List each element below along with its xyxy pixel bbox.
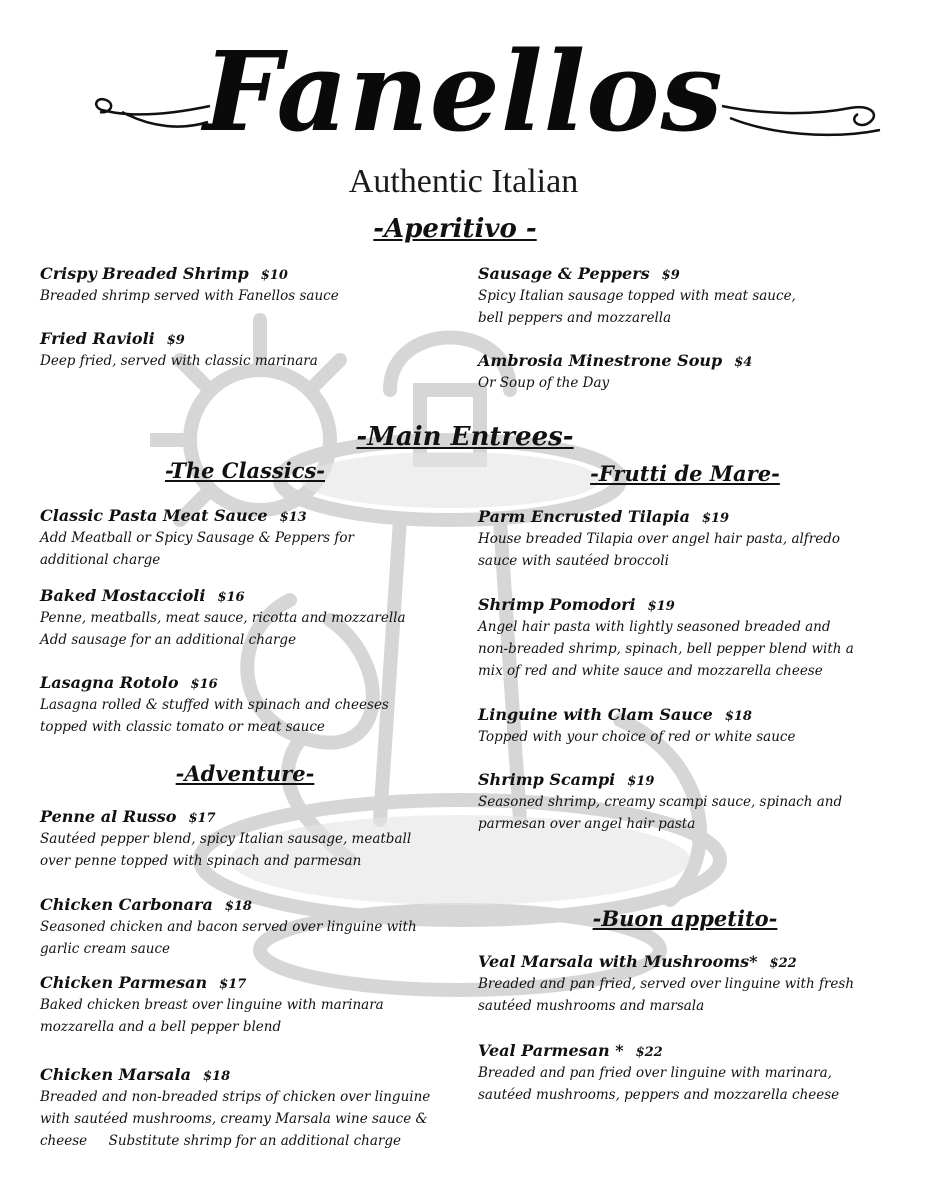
menu-item-title: [40, 505, 445, 527]
menu-item-name: Fried Ravioli: [40, 329, 155, 348]
menu-item-price: $17: [188, 811, 216, 826]
menu-item-title: [478, 506, 898, 528]
menu-item-description: Sautéed pepper blend, spicy Italian sausage, meatball: [40, 831, 412, 847]
menu-item-description: Breaded and pan fried, served over linguine with fresh: [478, 976, 855, 992]
menu-item-description: Angel hair pasta with lightly seasoned breaded and: [478, 619, 831, 635]
menu-item-title: [40, 894, 445, 916]
menu-item-price: $16: [190, 677, 218, 692]
section-heading-aperitivo: -Aperitivo -: [373, 214, 537, 244]
menu-item-title: [478, 769, 898, 791]
menu-item-name: Sausage & Peppers: [478, 264, 650, 283]
menu-item-name: Classic Pasta Meat Sauce: [40, 506, 268, 525]
menu-item-name: Veal Marsala with Mushrooms*: [478, 952, 758, 971]
menu-item-description: Deep fried, served with classic marinara: [40, 353, 318, 369]
menu-item-price: $9: [166, 333, 185, 348]
menu-item-aperitivo: [478, 350, 898, 394]
menu-item-description: Or Soup of the Day: [478, 375, 610, 391]
menu-item-description: sautéed mushrooms, peppers and mozzarella cheese: [478, 1087, 840, 1103]
menu-item-title: [40, 672, 445, 694]
menu-item-aperitivo: [478, 263, 898, 329]
menu-item-description: House breaded Tilapia over angel hair pasta, alfredo: [478, 531, 841, 547]
restaurant-logo: Fanellos: [203, 27, 724, 156]
menu-item-title: [40, 806, 445, 828]
menu-item-price: $19: [627, 774, 655, 789]
menu-item-price: $18: [224, 899, 252, 914]
menu-item-description: Lasagna rolled & stuffed with spinach and cheeses: [40, 697, 389, 713]
section-heading-frutti-de-mare: -Frutti de Mare-: [590, 461, 780, 486]
tagline: Authentic Italian: [348, 163, 579, 200]
menu-item-description: mozzarella and a bell pepper blend: [40, 1019, 282, 1035]
menu-item-title: [40, 328, 445, 350]
menu-item-name: Crispy Breaded Shrimp: [40, 264, 249, 283]
menu-item-description: Breaded and non-breaded strips of chicken over linguine: [40, 1089, 431, 1105]
menu-item-description: Breaded shrimp served with Fanellos sauce: [40, 288, 339, 304]
menu-item-description: Seasoned chicken and bacon served over linguine with: [40, 919, 417, 935]
menu-item-title: [478, 1040, 898, 1062]
menu-item-aperitivo: [40, 328, 445, 372]
menu-item-title: [40, 585, 445, 607]
menu-item-description: Add Meatball or Spicy Sausage & Peppers for: [40, 530, 354, 546]
menu-item-description: parmesan over angel hair pasta: [478, 816, 696, 832]
menu-item-price: $22: [769, 956, 797, 971]
menu-item-name: Parm Encrusted Tilapia: [478, 507, 690, 526]
menu-item-name: Ambrosia Minestrone Soup: [478, 351, 723, 370]
menu-item-name: Penne al Russo: [40, 807, 177, 826]
menu-item-aperitivo: [40, 263, 445, 307]
menu-item-name: Chicken Marsala: [40, 1065, 191, 1084]
menu-item-title: [40, 1064, 445, 1086]
menu-item-title: [40, 972, 445, 994]
menu-item-description: Baked chicken breast over linguine with marinara: [40, 997, 384, 1013]
menu-item-description: Breaded and pan fried over linguine with marinara,: [478, 1065, 832, 1081]
menu-item-title: [478, 350, 898, 372]
menu-item-price: $19: [701, 511, 730, 526]
menu-item-classics: [40, 585, 445, 651]
section-heading-adventure: -Adventure-: [175, 761, 315, 786]
menu-item-description: garlic cream sauce: [40, 941, 170, 957]
menu-item-adventure: [40, 894, 445, 960]
menu-item-name: Linguine with Clam Sauce: [478, 705, 713, 724]
menu-item-name: Baked Mostaccioli: [40, 586, 206, 605]
menu-item-description: topped with classic tomato or meat sauce: [40, 719, 325, 735]
menu-item-frutti: [478, 506, 898, 572]
menu-item-description: Spicy Italian sausage topped with meat sauce,: [478, 288, 796, 304]
menu-item-price: $18: [202, 1069, 231, 1084]
menu-item-description: sautéed mushrooms and marsala: [478, 998, 705, 1014]
menu-item-buon: [478, 1040, 898, 1106]
menu-item-title: [478, 951, 898, 973]
menu-item-title: [478, 704, 898, 726]
menu-item-price: $4: [734, 355, 753, 370]
menu-item-price: $19: [647, 599, 675, 614]
menu-item-classics: [40, 505, 445, 571]
menu-item-classics: [40, 672, 445, 738]
menu-item-description: Add sausage for an additional charge: [40, 632, 297, 648]
menu-item-name: Shrimp Pomodori: [478, 595, 636, 614]
menu-item-description: non-breaded shrimp, spinach, bell pepper blend with a: [478, 641, 854, 657]
menu-item-price: $9: [661, 268, 680, 283]
menu-item-title: [478, 594, 898, 616]
menu-item-name: Chicken Carbonara: [40, 895, 213, 914]
menu-item-price: $22: [635, 1045, 663, 1060]
menu-item-title: [40, 263, 445, 285]
menu-item-description: Seasoned shrimp, creamy scampi sauce, spinach and: [478, 794, 843, 810]
section-heading-main-entrees: -Main Entrees-: [356, 422, 574, 452]
menu-item-adventure: [40, 1064, 445, 1152]
menu-item-price: $13: [279, 510, 307, 525]
menu-item-title: [478, 263, 898, 285]
menu-item-price: $17: [219, 977, 247, 992]
menu-item-name: Chicken Parmesan: [40, 973, 208, 992]
menu-item-name: Veal Parmesan *: [478, 1041, 624, 1060]
menu-item-price: $10: [260, 268, 288, 283]
menu-item-buon: [478, 951, 898, 1017]
menu-item-price: $18: [724, 709, 752, 724]
menu-item-description: Topped with your choice of red or white sauce: [478, 729, 796, 745]
menu-item-frutti: [478, 704, 898, 748]
section-heading-classics: -The Classics-: [164, 458, 326, 483]
menu-item-price: $16: [217, 590, 245, 605]
menu-item-name: Lasagna Rotolo: [40, 673, 179, 692]
menu-item-frutti: [478, 594, 898, 682]
menu-item-description: sauce with sautéed broccoli: [478, 553, 669, 569]
menu-item-description: Penne, meatballs, meat sauce, ricotta and mozzarella: [40, 610, 406, 626]
menu-item-adventure: [40, 806, 445, 872]
menu-item-name: Shrimp Scampi: [478, 770, 616, 789]
menu-item-description: over penne topped with spinach and parmesan: [40, 853, 362, 869]
menu-item-frutti: [478, 769, 898, 835]
menu-item-description: bell peppers and mozzarella: [478, 310, 672, 326]
section-heading-buon-appetito: -Buon appetito-: [592, 906, 778, 931]
menu-item-description: with sautéed mushrooms, creamy Marsala wine sauce &: [40, 1111, 428, 1127]
menu-item-description: additional charge: [40, 552, 161, 568]
menu-item-description: cheese Substitute shrimp for an additional charge: [40, 1133, 401, 1149]
menu-item-adventure: [40, 972, 445, 1038]
menu-item-description: mix of red and white sauce and mozzarella cheese: [478, 663, 823, 679]
